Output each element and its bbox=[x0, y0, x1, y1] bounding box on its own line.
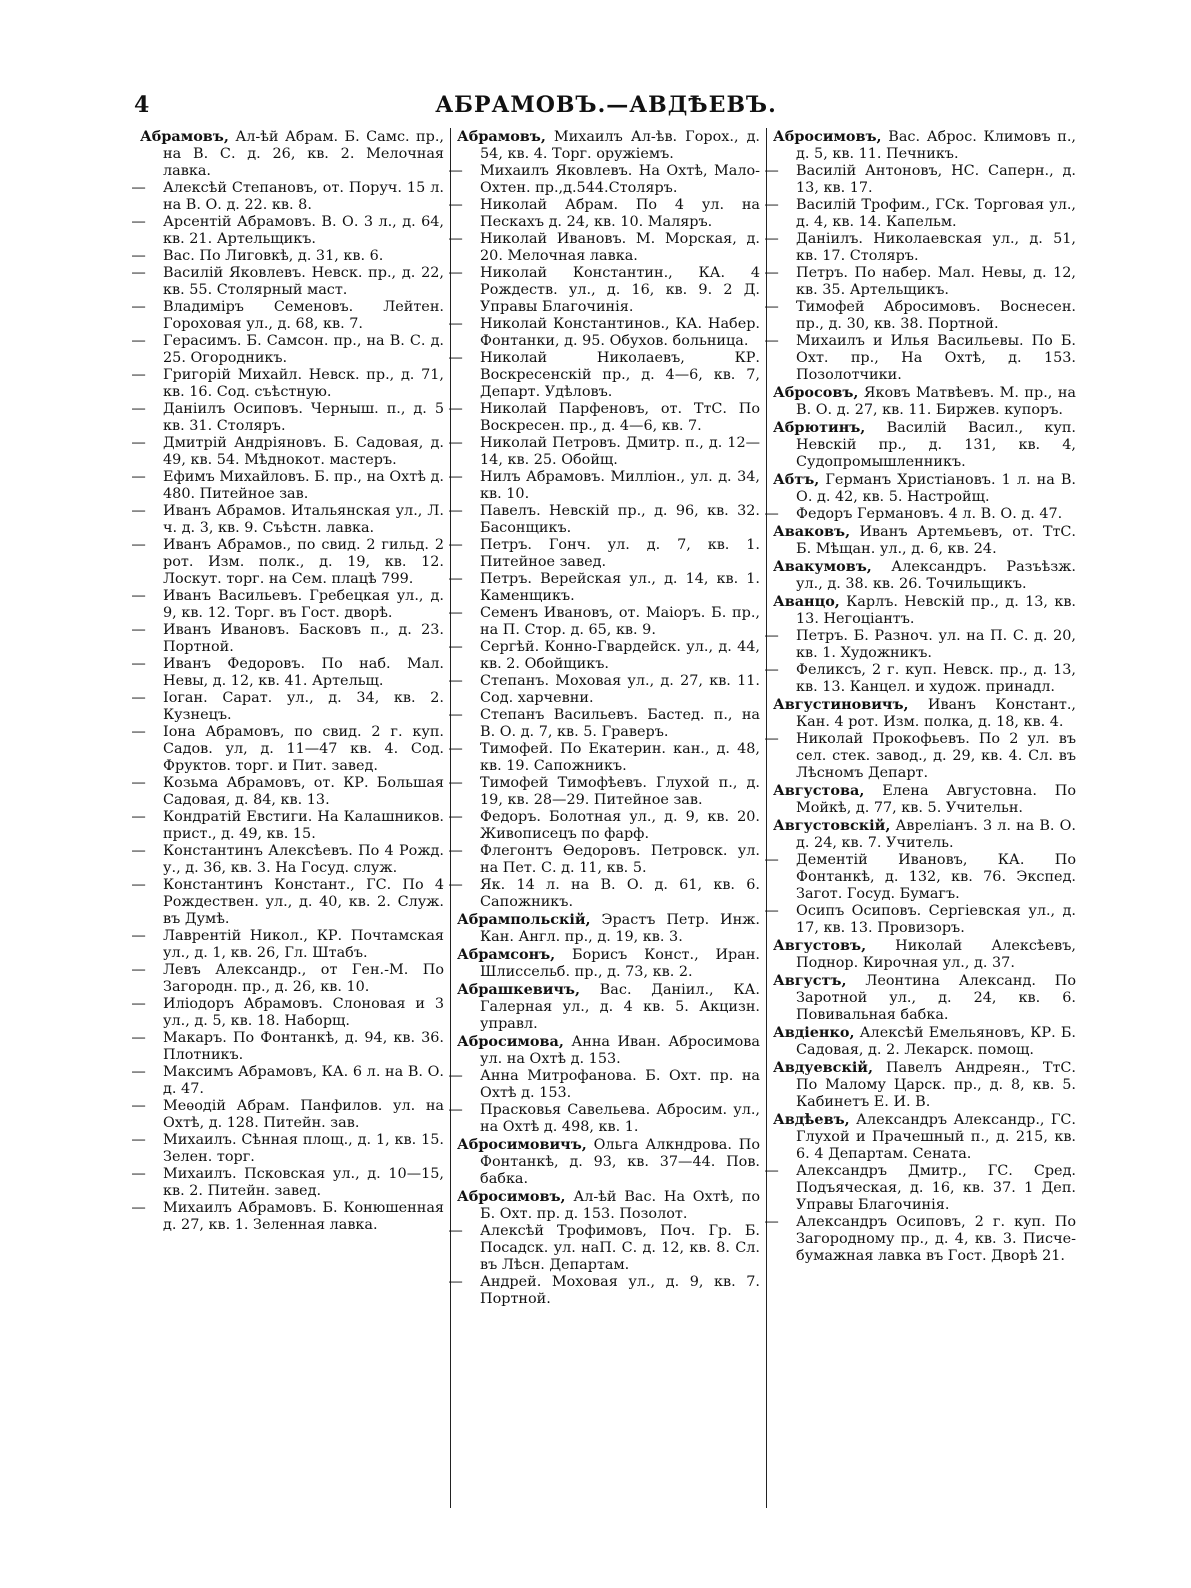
directory-subentry bbox=[764, 506, 1076, 523]
entry-text: Германъ Христіановъ. 1 л. на В. О. д. 42, кв. 5. Настройщ. bbox=[796, 472, 1076, 505]
directory-subentry bbox=[448, 639, 760, 673]
directory-entry bbox=[773, 523, 1076, 558]
ditto-dash: — bbox=[764, 163, 779, 179]
directory-subentry bbox=[764, 197, 1076, 231]
entry-text: Яковъ Матвѣевъ. М. пр., на В. О. д. 27, кв. 11. Биржев. купоръ. bbox=[796, 385, 1076, 418]
ditto-dash: — bbox=[131, 996, 146, 1012]
ditto-dash: — bbox=[131, 180, 146, 196]
directory-subentry bbox=[448, 1102, 760, 1136]
directory-subentry bbox=[131, 367, 444, 401]
directory-subentry bbox=[131, 588, 444, 622]
directory-subentry bbox=[448, 503, 760, 537]
directory-subentry bbox=[131, 843, 444, 877]
ditto-dash: — bbox=[448, 809, 463, 825]
directory-subentry bbox=[131, 1200, 444, 1234]
entry-surname: Августиновичъ, bbox=[773, 696, 909, 713]
directory-entry bbox=[773, 384, 1076, 419]
entry-text: Флегонтъ Ѳедоровъ. Петровск. ул. на Пет. С. д. 11, кв. 5. bbox=[480, 843, 760, 876]
ditto-dash: — bbox=[131, 656, 146, 672]
entry-text: Дементій Ивановъ, КА. По Фонтанкѣ, д. 132, кв. 76. Экспед. Загот. Госуд. Бумагъ. bbox=[796, 852, 1076, 902]
entry-text: Петръ. По набер. Мал. Невы, д. 12, кв. 35. Артельщикъ. bbox=[796, 265, 1076, 298]
entry-text: Иванъ Абрамов., по свид. 2 гильд. 2 рот. Изм. полк., д. 19, кв. 12. Лоскут. торг. на Сем. плацѣ 799. bbox=[163, 537, 444, 587]
ditto-dash: — bbox=[131, 928, 146, 944]
ditto-dash: — bbox=[131, 622, 146, 638]
entry-text: Константинъ Алексѣевъ. По 4 Рожд. у., д. 36, кв. 3. На Госуд. служ. bbox=[163, 843, 444, 876]
page-header bbox=[130, 92, 1082, 122]
entry-text: Николай Прокофьевъ. По 2 ул. въ сел. стек. завод., д. 29, кв. 4. Сл. въ Лѣсномъ Департ. bbox=[796, 731, 1076, 781]
entry-text: Федоръ Германовъ. 4 л. В. О. д. 47. bbox=[796, 506, 1063, 522]
directory-subentry bbox=[131, 1030, 444, 1064]
directory-subentry bbox=[131, 401, 444, 435]
entry-text: Федоръ. Болотная ул., д. 9, кв. 20. Живописецъ по фарф. bbox=[480, 809, 760, 842]
directory-entry bbox=[773, 593, 1076, 628]
entry-text: Сергѣй. Конно-Гвардейск. ул., д. 44, кв. 2. Обойщикъ. bbox=[480, 639, 760, 672]
directory-entry bbox=[457, 1033, 760, 1068]
entry-surname: Аваковъ, bbox=[773, 523, 851, 540]
entry-text: Степанъ. Моховая ул., д. 27, кв. 11. Сод. харчевни. bbox=[480, 673, 760, 706]
entry-text: Михаилъ и Илья Васильевы. По Б. Охт. пр., На Охтѣ, д. 153. Позолотчики. bbox=[796, 333, 1076, 383]
entry-surname: Абрютинъ, bbox=[773, 419, 866, 436]
entry-text: Ал-ѣй Абрам. Б. Самс. пр., на В. С. д. 26, кв. 2. Мелочная лавка. bbox=[163, 129, 444, 179]
entry-text: Авреліанъ. 3 л. на В. О. д. 24, кв. 7. Учитель. bbox=[796, 818, 1076, 851]
directory-subentry bbox=[131, 537, 444, 588]
entry-text: Вас. По Лиговкѣ, д. 31, кв. 6. bbox=[163, 248, 384, 264]
ditto-dash: — bbox=[131, 588, 146, 604]
ditto-dash: — bbox=[448, 741, 463, 757]
ditto-dash: — bbox=[448, 469, 463, 485]
entry-text: Вас. Даніил., КА. Галерная ул., д. 4 кв. 5. Акцизн. управл. bbox=[480, 982, 760, 1032]
ditto-dash: — bbox=[764, 628, 779, 644]
directory-entry bbox=[457, 981, 760, 1033]
entry-text: Даніилъ Осиповъ. Черныш. п., д. 5 кв. 31. Столяръ. bbox=[163, 401, 444, 434]
directory-subentry bbox=[448, 843, 760, 877]
entry-text: Кондратій Евстиги. На Калашников. прист., д. 49, кв. 15. bbox=[163, 809, 444, 842]
entry-text: Иванъ Ивановъ. Басковъ п., д. 23. Портной. bbox=[163, 622, 444, 655]
ditto-dash: — bbox=[131, 1166, 146, 1182]
entry-text: Даніилъ. Николаевская ул., д. 51, кв. 17. Столяръ. bbox=[796, 231, 1076, 264]
directory-subentry bbox=[131, 809, 444, 843]
entry-surname: Августовскій, bbox=[773, 817, 891, 834]
entry-text: Александръ. Разъѣзж. ул., д. 38. кв. 26. Точильщикъ. bbox=[796, 559, 1076, 592]
ditto-dash: — bbox=[448, 163, 463, 179]
ditto-dash: — bbox=[131, 775, 146, 791]
directory-entry bbox=[457, 128, 760, 163]
entry-surname: Авакумовъ, bbox=[773, 558, 872, 575]
ditto-dash: — bbox=[131, 1098, 146, 1114]
ditto-dash: — bbox=[764, 333, 779, 349]
entry-text: Анна Иван. Абросимова ул. на Охтѣ д. 153. bbox=[480, 1034, 760, 1067]
entry-surname: Абросимовичъ, bbox=[457, 1136, 587, 1153]
entry-text: Елена Августовна. По Мойкѣ, д. 77, кв. 5. Учительн. bbox=[796, 783, 1076, 816]
ditto-dash: — bbox=[764, 265, 779, 281]
column-3 bbox=[766, 128, 1082, 1508]
entry-text: Петръ. Гонч. ул. д. 7, кв. 1. Питейное завед. bbox=[480, 537, 760, 570]
entry-text: Нилъ Абрамовъ. Милліон., ул. д. 34, кв. 10. bbox=[480, 469, 760, 502]
ditto-dash: — bbox=[448, 1274, 463, 1290]
directory-entry bbox=[773, 1024, 1076, 1059]
directory-subentry bbox=[764, 299, 1076, 333]
ditto-dash: — bbox=[448, 231, 463, 247]
entry-text: Михаилъ Абрамовъ. Б. Конюшенная д. 27, кв. 1. Зеленная лавка. bbox=[163, 1200, 444, 1233]
ditto-dash: — bbox=[131, 299, 146, 315]
entry-text: Николай Константинов., КА. Набер. Фонтанки, д. 95. Обухов. больница. bbox=[480, 316, 760, 349]
ditto-dash: — bbox=[131, 877, 146, 893]
directory-subentry bbox=[764, 628, 1076, 662]
ditto-dash: — bbox=[131, 1030, 146, 1046]
directory-entry bbox=[773, 419, 1076, 471]
entry-surname: Августова, bbox=[773, 782, 865, 799]
entry-surname: Авдіенко, bbox=[773, 1024, 855, 1041]
entry-text: Александръ Александр., ГС. Глухой и Прачешный п., д. 215, кв. 6. 4 Департам. Сената. bbox=[796, 1112, 1076, 1162]
directory-subentry bbox=[448, 1068, 760, 1102]
directory-subentry bbox=[764, 731, 1076, 782]
entry-text: Вас. Аброс. Климовъ п., д. 5, кв. 11. Печникъ. bbox=[796, 129, 1076, 162]
directory-subentry bbox=[448, 571, 760, 605]
entry-text: Арсентій Абрамовъ. В. О. 3 л., д. 64, кв. 21. Артельщикъ. bbox=[163, 214, 444, 247]
ditto-dash: — bbox=[448, 639, 463, 655]
entry-text: Михаилъ Яковлевъ. На Охтѣ, Мало-Охтен. пр.,д.544.Столяръ. bbox=[480, 163, 760, 196]
entry-text: Александръ Осиповъ, 2 г. куп. По Загородному пр., д. 4, кв. 3. Писче-бумажная лавка въ Гост. Дворѣ 21. bbox=[796, 1214, 1076, 1264]
directory-subentry bbox=[131, 1166, 444, 1200]
directory-subentry bbox=[131, 877, 444, 928]
entry-text: Леонтина Александ. По Заротной ул., д. 24, кв. 6. Повивальная бабка. bbox=[796, 973, 1076, 1023]
entry-text: Василій Яковлевъ. Невск. пр., д. 22, кв. 55. Столярный маст. bbox=[163, 265, 444, 298]
ditto-dash: — bbox=[448, 1102, 463, 1118]
entry-text: Алексѣй Степановъ, от. Поруч. 15 л. на В. О. д. 22. кв. 8. bbox=[163, 180, 444, 213]
ditto-dash: — bbox=[764, 852, 779, 868]
ditto-dash: — bbox=[448, 265, 463, 281]
ditto-dash: — bbox=[131, 1200, 146, 1216]
ditto-dash: — bbox=[131, 1132, 146, 1148]
directory-subentry bbox=[764, 1214, 1076, 1265]
ditto-dash: — bbox=[764, 662, 779, 678]
column-1 bbox=[131, 128, 450, 1508]
ditto-dash: — bbox=[448, 197, 463, 213]
ditto-dash: — bbox=[131, 435, 146, 451]
directory-entry bbox=[773, 782, 1076, 817]
entry-text: Николай Константин., КА. 4 Рождеств. ул., д. 16, кв. 9. 2 Д. Управы Благочинія. bbox=[480, 265, 760, 315]
ditto-dash: — bbox=[131, 401, 146, 417]
directory-subentry bbox=[448, 350, 760, 401]
directory-subentry bbox=[764, 903, 1076, 937]
ditto-dash: — bbox=[764, 299, 779, 315]
directory-subentry bbox=[448, 707, 760, 741]
entry-text: Тимофей Тимофѣевъ. Глухой п., д. 19, кв. 28—29. Питейное зав. bbox=[480, 775, 760, 808]
ditto-dash: — bbox=[131, 248, 146, 264]
entry-text: Петръ. Б. Разноч. ул. на П. С. д. 20, кв. 1. Художникъ. bbox=[796, 628, 1076, 661]
directory-subentry bbox=[131, 469, 444, 503]
directory-subentry bbox=[764, 265, 1076, 299]
entry-surname: Абросимовъ, bbox=[457, 1188, 566, 1205]
ditto-dash: — bbox=[131, 724, 146, 740]
directory-entry bbox=[773, 128, 1076, 163]
entry-text: Василій Антоновъ, НС. Саперн., д. 13, кв. 17. bbox=[796, 163, 1076, 196]
running-head: АБРАМОВЪ.—АВДѢЕВЪ. bbox=[435, 92, 777, 118]
ditto-dash: — bbox=[131, 469, 146, 485]
entry-text: Прасковья Савельева. Абросим. ул., на Охтѣ д. 498, кв. 1. bbox=[480, 1102, 760, 1135]
ditto-dash: — bbox=[131, 333, 146, 349]
entry-text: Осипъ Осиповъ. Сергіевская ул., д. 17, кв. 13. Провизоръ. bbox=[796, 903, 1076, 936]
directory-subentry bbox=[448, 1274, 760, 1308]
entry-text: Михаилъ Ал-ѣв. Горох., д. 54, кв. 4. Торг. оружіемъ. bbox=[480, 129, 760, 162]
entry-text: Ольга Алкндрова. По Фонтанкѣ, д. 93, кв. 37—44. Пов. бабка. bbox=[480, 1137, 760, 1187]
ditto-dash: — bbox=[448, 877, 463, 893]
entry-surname: Абрамовъ, bbox=[140, 128, 229, 145]
directory-subentry bbox=[131, 1064, 444, 1098]
directory-subentry bbox=[764, 1163, 1076, 1214]
directory-subentry bbox=[764, 231, 1076, 265]
entry-surname: Абрамсонъ, bbox=[457, 946, 556, 963]
entry-surname: Авдуевскій, bbox=[773, 1059, 873, 1076]
entry-text: Иванъ Абрамов. Итальянская ул., Л. ч. д. 3, кв. 9. Съѣстн. лавка. bbox=[163, 503, 444, 536]
directory-subentry bbox=[448, 877, 760, 911]
entry-text: Михаилъ. Псковская ул., д. 10—15, кв. 2. Питейн. завед. bbox=[163, 1166, 444, 1199]
ditto-dash: — bbox=[448, 401, 463, 417]
ditto-dash: — bbox=[764, 231, 779, 247]
directory-entry bbox=[773, 1111, 1076, 1163]
entry-surname: Авдѣевъ, bbox=[773, 1111, 850, 1128]
ditto-dash: — bbox=[764, 1163, 779, 1179]
directory-entry bbox=[773, 972, 1076, 1024]
ditto-dash: — bbox=[764, 731, 779, 747]
directory-subentry bbox=[131, 248, 444, 265]
directory-subentry bbox=[448, 316, 760, 350]
entry-text: Иванъ Артемьевъ, от. ТтС. Б. Мѣщан. ул., д. 6, кв. 24. bbox=[796, 524, 1076, 557]
entry-text: Семенъ Ивановъ, от. Маіоръ. Б. пр., на П. Стор. д. 65, кв. 9. bbox=[480, 605, 760, 638]
ditto-dash: — bbox=[448, 605, 463, 621]
entry-text: Меѳодій Абрам. Панфилов. ул. на Охтѣ, д. 128. Питейн. зав. bbox=[163, 1098, 444, 1131]
ditto-dash: — bbox=[448, 537, 463, 553]
directory-subentry bbox=[131, 180, 444, 214]
entry-text: Як. 14 л. на В. О. д. 61, кв. 6. Сапожникъ. bbox=[480, 877, 760, 910]
entry-text: Іона Абрамовъ, по свид. 2 г. куп. Садов. ул, д. 11—47 кв. 4. Сод. Фруктов. торг. и Пит. завед. bbox=[163, 724, 444, 774]
page-number: 4 bbox=[134, 92, 150, 118]
directory-subentry bbox=[131, 622, 444, 656]
directory-entry bbox=[457, 911, 760, 946]
ditto-dash: — bbox=[131, 690, 146, 706]
directory-entry bbox=[773, 1059, 1076, 1111]
entry-text: Николай Николаевъ, КР. Воскресенскій пр., д. 4—6, кв. 7, Департ. Удѣловъ. bbox=[480, 350, 760, 400]
entry-text: Александръ Дмитр., ГС. Сред. Подъяческая, д. 16, кв. 37. 1 Деп. Управы Благочинія. bbox=[796, 1163, 1076, 1213]
ditto-dash: — bbox=[131, 367, 146, 383]
ditto-dash: — bbox=[448, 775, 463, 791]
ditto-dash: — bbox=[131, 503, 146, 519]
entry-text: Степанъ Васильевъ. Бастед. п., на В. О. д. 7, кв. 5. Граверъ. bbox=[480, 707, 760, 740]
entry-surname: Абросовъ, bbox=[773, 384, 859, 401]
ditto-dash: — bbox=[764, 903, 779, 919]
entry-text: Левъ Александр., от Ген.-М. По Загородн. пр., д. 26, кв. 10. bbox=[163, 962, 444, 995]
ditto-dash: — bbox=[448, 707, 463, 723]
entry-text: Алексѣй Емельяновъ, КР. Б. Садовая, д. 2. Лекарск. помощ. bbox=[796, 1025, 1076, 1058]
directory-subentry bbox=[131, 503, 444, 537]
entry-text: Ал-ѣй Вас. На Охтѣ, по Б. Охт. пр. д. 153. Позолот. bbox=[480, 1189, 760, 1222]
directory-subentry bbox=[448, 265, 760, 316]
ditto-dash: — bbox=[131, 537, 146, 553]
entry-text: Николай Алексѣевъ, Поднор. Кирочная ул., д. 37. bbox=[796, 938, 1076, 971]
directory-subentry bbox=[448, 809, 760, 843]
directory-subentry bbox=[448, 673, 760, 707]
entry-surname: Абрампольскій, bbox=[457, 911, 591, 928]
directory-entry bbox=[773, 937, 1076, 972]
entry-text: Иліодоръ Абрамовъ. Слоновая и 3 ул., д. 5, кв. 18. Наборщ. bbox=[163, 996, 444, 1029]
directory-subentry bbox=[131, 928, 444, 962]
entry-text: Владиміръ Семеновъ. Лейтен. Гороховая ул., д. 68, кв. 7. bbox=[163, 299, 444, 332]
ditto-dash: — bbox=[448, 435, 463, 451]
directory-subentry bbox=[131, 299, 444, 333]
directory-entry bbox=[773, 471, 1076, 506]
directory-subentry bbox=[448, 469, 760, 503]
entry-surname: Августовъ, bbox=[773, 937, 867, 954]
entry-surname: Абросимовъ, bbox=[773, 128, 882, 145]
entry-text: Григорій Михайл. Невск. пр., д. 71, кв. 16. Сод. съѣстную. bbox=[163, 367, 444, 400]
entry-text: Иванъ Федоровъ. По наб. Мал. Невы, д. 12, кв. 41. Артельщ. bbox=[163, 656, 444, 689]
entry-text: Николай Абрам. По 4 ул. на Пескахъ д. 24, кв. 10. Маляръ. bbox=[480, 197, 760, 230]
ditto-dash: — bbox=[448, 1223, 463, 1239]
entry-text: Тимофей Абросимовъ. Воснесен. пр., д. 30, кв. 38. Портной. bbox=[796, 299, 1076, 332]
entry-text: Іоган. Сарат. ул., д. 34, кв. 2. Кузнецъ. bbox=[163, 690, 444, 723]
directory-subentry bbox=[448, 775, 760, 809]
directory-subentry bbox=[131, 435, 444, 469]
ditto-dash: — bbox=[448, 571, 463, 587]
directory-subentry bbox=[131, 1098, 444, 1132]
ditto-dash: — bbox=[764, 1214, 779, 1230]
entry-text: Василій Трофим., ГСк. Торговая ул., д. 4, кв. 14. Капельм. bbox=[796, 197, 1076, 230]
directory-subentry bbox=[448, 537, 760, 571]
directory-subentry bbox=[131, 962, 444, 996]
directory-subentry bbox=[448, 741, 760, 775]
entry-text: Анна Митрофанова. Б. Охт. пр. на Охтѣ д. 153. bbox=[480, 1068, 760, 1101]
entry-text: Михаилъ. Сѣнная площ., д. 1, кв. 15. Зелен. торг. bbox=[163, 1132, 444, 1165]
directory-subentry bbox=[131, 1132, 444, 1166]
directory-subentry bbox=[448, 605, 760, 639]
ditto-dash: — bbox=[131, 265, 146, 281]
directory-subentry bbox=[764, 662, 1076, 696]
entry-surname: Абросимова, bbox=[457, 1033, 564, 1050]
entry-text: Феликсъ, 2 г. куп. Невск. пр., д. 13, кв. 13. Канцел. и худож. принадл. bbox=[796, 662, 1076, 695]
entry-text: Лаврентій Никол., КР. Почтамская ул., д. 1, кв. 26, Гл. Штабъ. bbox=[163, 928, 444, 961]
directory-entry bbox=[457, 1136, 760, 1188]
ditto-dash: — bbox=[448, 350, 463, 366]
ditto-dash: — bbox=[131, 843, 146, 859]
directory-subentry bbox=[131, 690, 444, 724]
ditto-dash: — bbox=[131, 1064, 146, 1080]
ditto-dash: — bbox=[131, 214, 146, 230]
directory-subentry bbox=[131, 333, 444, 367]
entry-text: Иванъ Констант., Кан. 4 рот. Изм. полка, д. 18, кв. 4. bbox=[796, 697, 1076, 730]
entry-text: Карлъ. Невскій пр., д. 13, кв. 13. Негоціантъ. bbox=[796, 594, 1076, 627]
entry-text: Тимофей. По Екатерин. кан., д. 48, кв. 19. Сапожникъ. bbox=[480, 741, 760, 774]
directory-subentry bbox=[131, 214, 444, 248]
entry-text: Павелъ. Невскій пр., д. 96, кв. 32. Басонщикъ. bbox=[480, 503, 760, 536]
entry-text: Борисъ Конст., Иран. Шлиссельб. пр., д. 73, кв. 2. bbox=[480, 947, 760, 980]
directory-entry bbox=[773, 696, 1076, 731]
entry-text: Андрей. Моховая ул., д. 9, кв. 7. Портной. bbox=[480, 1274, 760, 1307]
column-2 bbox=[450, 128, 766, 1508]
directory-subentry bbox=[448, 163, 760, 197]
entry-text: Иванъ Васильевъ. Гребецкая ул., д. 9, кв. 12. Торг. въ Гост. дворѣ. bbox=[163, 588, 444, 621]
directory-subentry bbox=[131, 265, 444, 299]
ditto-dash: — bbox=[448, 843, 463, 859]
ditto-dash: — bbox=[448, 316, 463, 332]
entry-text: Николай Петровъ. Дмитр. п., д. 12—14, кв. 25. Обойщ. bbox=[480, 435, 760, 468]
entry-text: Козьма Абрамовъ, от. КР. Большая Садовая, д. 84, кв. 13. bbox=[163, 775, 444, 808]
entry-text: Василій Васил., куп. Невскій пр., д. 131, кв. 4, Судопромышленникъ. bbox=[796, 420, 1076, 470]
directory-entry bbox=[457, 1188, 760, 1223]
directory-subentry bbox=[448, 1223, 760, 1274]
directory-subentry bbox=[448, 197, 760, 231]
ditto-dash: — bbox=[131, 809, 146, 825]
directory-subentry bbox=[448, 435, 760, 469]
ditto-dash: — bbox=[448, 673, 463, 689]
entry-text: Герасимъ. Б. Самсон. пр., на В. С. д. 25. Огородникъ. bbox=[163, 333, 444, 366]
directory-entry bbox=[457, 946, 760, 981]
entry-text: Константинъ Констант., ГС. По 4 Рождествен. ул., д. 40, кв. 2. Служ. въ Думѣ. bbox=[163, 877, 444, 927]
directory-subentry bbox=[131, 656, 444, 690]
entry-text: Эрастъ Петр. Инж. Кан. Англ. пр., д. 19, кв. 3. bbox=[480, 912, 760, 945]
entry-text: Алексѣй Трофимовъ, Поч. Гр. Б. Посадск. ул. наП. С. д. 12, кв. 8. Сл. въ Лѣсн. Департам. bbox=[480, 1223, 760, 1273]
directory-subentry bbox=[131, 996, 444, 1030]
directory-entry bbox=[773, 817, 1076, 852]
entry-text: Павелъ Андреян., ТтС. По Малому Царск. пр., д. 8, кв. 5. Кабинетъ Е. И. В. bbox=[796, 1060, 1076, 1110]
directory-subentry bbox=[131, 775, 444, 809]
directory-subentry bbox=[131, 724, 444, 775]
directory-subentry bbox=[764, 333, 1076, 384]
entry-text: Макаръ. По Фонтанкѣ, д. 94, кв. 36. Плотникъ. bbox=[163, 1030, 444, 1063]
entry-surname: Аванцо, bbox=[773, 593, 840, 610]
directory-subentry bbox=[448, 401, 760, 435]
entry-text: Максимъ Абрамовъ, КА. 6 л. на В. О. д. 47. bbox=[163, 1064, 444, 1097]
directory-entry bbox=[140, 128, 444, 180]
directory-entry bbox=[773, 558, 1076, 593]
ditto-dash: — bbox=[131, 962, 146, 978]
entry-text: Николай Ивановъ. М. Морская, д. 20. Мелочная лавка. bbox=[480, 231, 760, 264]
ditto-dash: — bbox=[448, 1068, 463, 1084]
entry-text: Петръ. Верейская ул., д. 14, кв. 1. Каменщикъ. bbox=[480, 571, 760, 604]
ditto-dash: — bbox=[764, 506, 779, 522]
entry-text: Ефимъ Михайловъ. Б. пр., на Охтѣ д. 480. Питейное зав. bbox=[163, 469, 444, 502]
entry-text: Дмитрій Андріяновъ. Б. Садовая, д. 49, кв. 54. Мѣднокот. мастеръ. bbox=[163, 435, 444, 468]
directory-subentry bbox=[764, 852, 1076, 903]
ditto-dash: — bbox=[764, 197, 779, 213]
directory-subentry bbox=[764, 163, 1076, 197]
directory-columns bbox=[131, 128, 1082, 1508]
entry-surname: Абрамовъ, bbox=[457, 128, 546, 145]
directory-subentry bbox=[448, 231, 760, 265]
ditto-dash: — bbox=[448, 503, 463, 519]
entry-surname: Абтъ, bbox=[773, 471, 820, 488]
entry-surname: Августъ, bbox=[773, 972, 847, 989]
entry-surname: Абрашкевичъ, bbox=[457, 981, 580, 998]
entry-text: Николай Парфеновъ, от. ТтС. По Воскресен. пр., д. 4—6, кв. 7. bbox=[480, 401, 760, 434]
